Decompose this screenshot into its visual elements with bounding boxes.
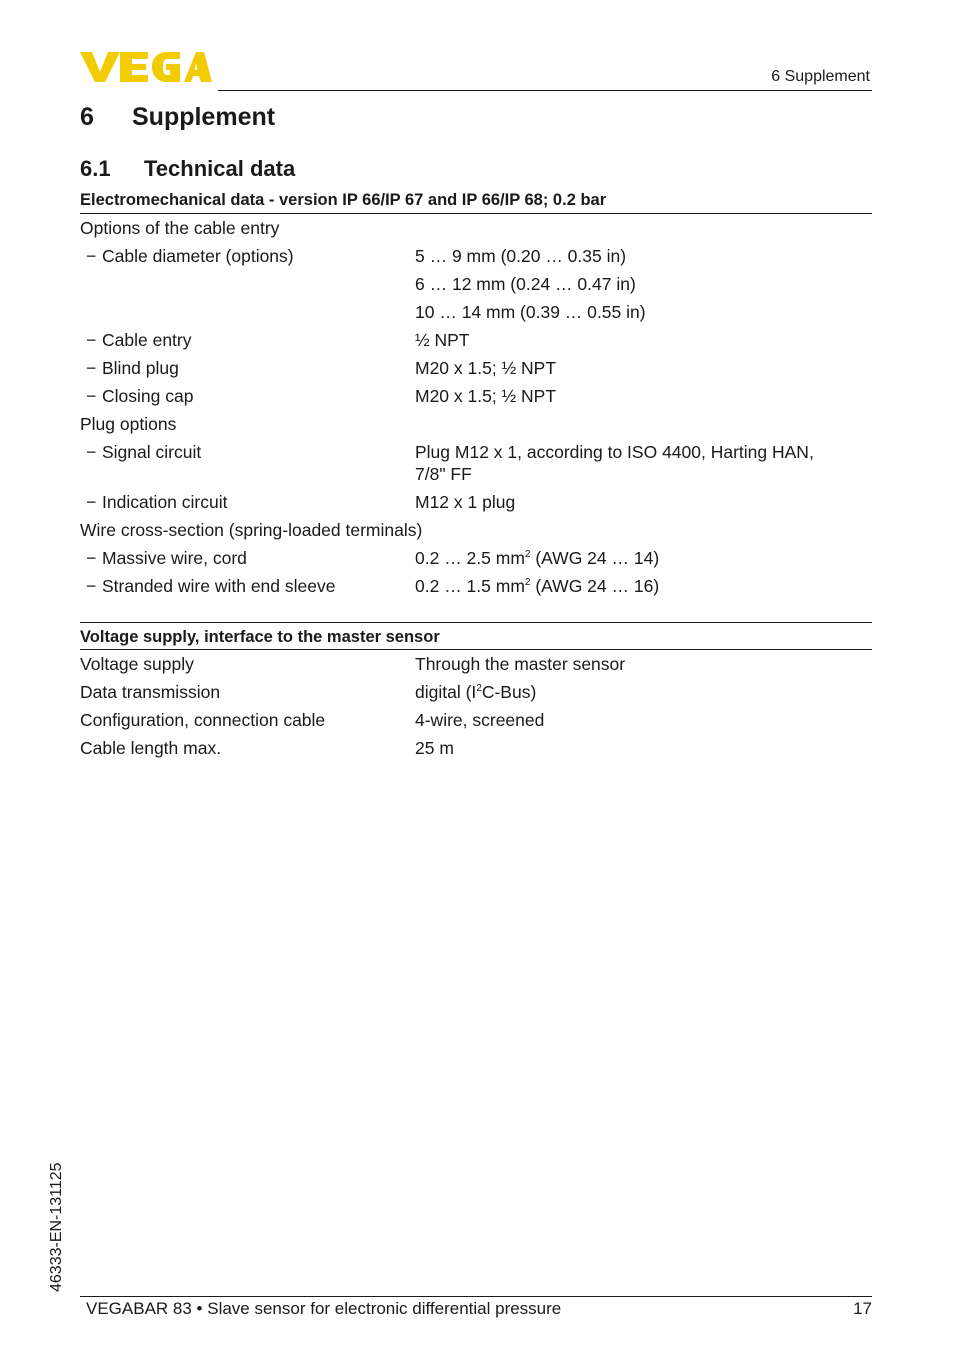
value-text: 0.2 … 2.5 mm — [415, 548, 525, 568]
row-value — [415, 413, 872, 435]
row-value — [415, 245, 872, 267]
value-text: (AWG 24 … 14) — [530, 548, 660, 568]
row-label — [86, 385, 193, 407]
row-label — [80, 653, 194, 675]
vega-logo — [80, 50, 212, 84]
row-value — [415, 737, 872, 759]
dash-marker: − — [86, 576, 97, 596]
value-text — [415, 217, 872, 239]
chapter-number: 6 — [80, 103, 94, 131]
value-text: 4-wire, screened — [415, 710, 545, 730]
row-label — [80, 217, 279, 239]
row-label — [86, 357, 179, 379]
row-label — [80, 709, 325, 731]
value-text: ½ NPT — [415, 330, 470, 350]
footer-rule — [80, 1296, 872, 1297]
table-row — [80, 382, 872, 410]
row-value — [415, 441, 872, 485]
row-label-text: Stranded wire with end sleeve — [102, 576, 336, 596]
value-superscript: 2 — [524, 549, 531, 560]
table-row — [80, 438, 872, 488]
table-row — [80, 544, 872, 572]
dash-marker: − — [86, 246, 97, 266]
table-row — [80, 326, 872, 354]
table-body — [80, 650, 872, 762]
table-row — [80, 678, 872, 706]
table-row — [80, 298, 872, 326]
row-value — [415, 519, 872, 541]
row-value — [415, 547, 872, 569]
row-value — [415, 491, 872, 513]
value-text: digital (I — [415, 682, 477, 702]
row-label-text: Plug options — [80, 414, 177, 434]
section-heading — [80, 156, 295, 182]
table-row — [80, 734, 872, 762]
row-value — [415, 575, 872, 597]
row-label-text: Cable entry — [102, 330, 192, 350]
value-text — [415, 413, 872, 435]
row-label-text: Wire cross-section (spring-loaded terminals) — [80, 520, 423, 540]
row-value — [415, 681, 872, 703]
value-superscript: 2 — [476, 683, 482, 694]
row-label-text: Massive wire, cord — [102, 548, 247, 568]
table-row — [80, 270, 872, 298]
row-label-text: Cable length max. — [80, 738, 222, 758]
table-row — [80, 706, 872, 734]
row-value — [415, 329, 872, 351]
row-value — [415, 653, 872, 675]
value-text: M12 x 1 plug — [415, 492, 516, 512]
dash-marker: − — [86, 358, 97, 378]
table-row — [80, 410, 872, 438]
table-title: Voltage supply, interface to the master sensor — [80, 622, 872, 650]
dash-marker: − — [86, 442, 97, 462]
voltage-table — [80, 622, 872, 762]
value-text: M20 x 1.5; ½ NPT — [415, 386, 557, 406]
value-text: 0.2 … 1.5 mm — [415, 576, 525, 596]
chapter-heading — [80, 103, 275, 132]
value-text: Through the master sensor — [415, 654, 626, 674]
row-value — [415, 217, 872, 239]
table-title: Electromechanical data - version IP 66/IP 67 and IP 66/IP 68; 0.2 bar — [80, 186, 872, 214]
row-label-text: Closing cap — [102, 386, 194, 406]
row-value — [415, 301, 872, 323]
table-row — [80, 242, 872, 270]
table-row — [80, 516, 872, 544]
chapter-title: Supplement — [132, 103, 276, 131]
row-label — [80, 519, 422, 541]
row-label — [86, 245, 294, 267]
table-row — [80, 572, 872, 600]
row-label-text: Signal circuit — [102, 442, 202, 462]
value-text — [415, 519, 872, 541]
table-row — [80, 354, 872, 382]
row-value — [415, 385, 872, 407]
dash-marker: − — [86, 548, 97, 568]
row-label-text: Configuration, connection cable — [80, 710, 326, 730]
row-label — [86, 441, 201, 463]
table-body — [80, 214, 872, 600]
value-text: C-Bus) — [481, 682, 537, 702]
footer-title: VEGABAR 83 • Slave sensor for electronic differential pressure — [86, 1299, 562, 1318]
dash-marker: − — [86, 386, 97, 406]
document-code: 46333-EN-131125 — [48, 1162, 65, 1292]
section-title: Technical data — [144, 156, 296, 181]
row-value — [415, 357, 872, 379]
row-label — [86, 547, 247, 569]
page-number: 17 — [853, 1299, 872, 1318]
row-label — [86, 491, 227, 513]
row-label-text: Voltage supply — [80, 654, 194, 674]
value-text: 10 … 14 mm (0.39 … 0.55 in) — [415, 302, 646, 322]
row-label — [80, 413, 176, 435]
value-text: 6 … 12 mm (0.24 … 0.47 in) — [415, 274, 636, 294]
dash-marker: − — [86, 330, 97, 350]
row-label-text: Data transmission — [80, 682, 221, 702]
row-label — [86, 575, 335, 597]
table-row — [80, 650, 872, 678]
row-label-text: Options of the cable entry — [80, 218, 280, 238]
table-row — [80, 488, 872, 516]
electromechanical-table — [80, 186, 872, 600]
value-text: 7/8" FF — [415, 464, 472, 484]
section-number: 6.1 — [80, 156, 111, 181]
value-text: (AWG 24 … 16) — [530, 576, 660, 596]
value-text: M20 x 1.5; ½ NPT — [415, 358, 557, 378]
row-label — [86, 329, 192, 351]
table-row — [80, 214, 872, 242]
row-label — [80, 681, 220, 703]
row-value — [415, 273, 872, 295]
value-text: 5 … 9 mm (0.20 … 0.35 in) — [415, 246, 627, 266]
header-rule — [218, 90, 872, 91]
value-superscript: 2 — [524, 577, 531, 588]
row-label — [80, 737, 221, 759]
value-text: Plug M12 x 1, according to ISO 4400, Harting HAN, — [415, 442, 814, 462]
dash-marker: − — [86, 492, 97, 512]
row-label-text: Indication circuit — [102, 492, 228, 512]
running-head: 6 Supplement — [771, 68, 870, 85]
row-value — [415, 709, 872, 731]
row-label-text: Cable diameter (options) — [102, 246, 294, 266]
value-text: 25 m — [415, 738, 454, 758]
row-label-text: Blind plug — [102, 358, 179, 378]
